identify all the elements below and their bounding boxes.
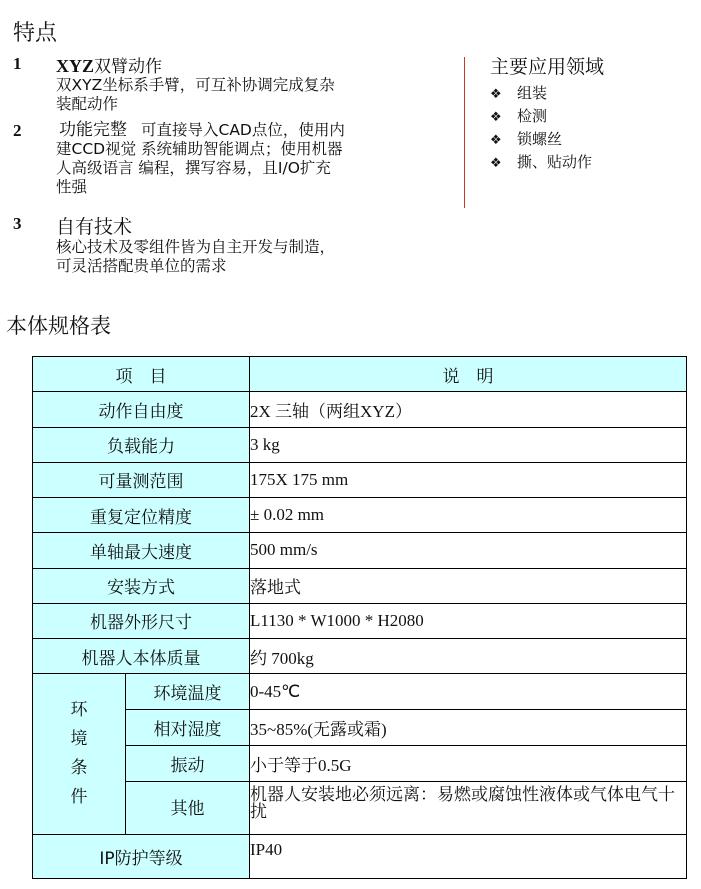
- row-value: 500 mm/s: [250, 533, 687, 568]
- table-row: [33, 674, 687, 709]
- row-value: 落地式: [250, 568, 687, 603]
- feature-title: 自有技术: [56, 216, 133, 238]
- application-label: 撕、贴动作: [517, 153, 593, 171]
- feature-description: [56, 121, 345, 197]
- table-row: [33, 462, 687, 497]
- feature-title: [56, 52, 162, 77]
- feature-description: [56, 238, 335, 276]
- row-label: 机器外形尺寸: [33, 603, 250, 638]
- row-label: 负载能力: [33, 427, 250, 462]
- spec-table: [32, 356, 687, 879]
- row-value: 约 700kg: [250, 639, 687, 674]
- application-label: 组装: [517, 84, 548, 102]
- feature-description: [56, 76, 335, 114]
- feature-title-rest: 双臂动作: [94, 57, 163, 77]
- table-row: [33, 782, 687, 834]
- row-value: 2X 三轴（两组XYZ）: [250, 392, 687, 427]
- application-label: 锁螺丝: [517, 130, 563, 148]
- diamond-bullet-icon: ❖: [490, 110, 502, 125]
- feature-desc-line: 可灵活搭配贵单位的需求: [56, 257, 227, 275]
- list-item: [490, 82, 592, 105]
- row-value: 3 kg: [250, 427, 687, 462]
- spec-heading: 本体规格表: [6, 314, 111, 338]
- table-row: [33, 639, 687, 674]
- header-description: 说 明: [250, 357, 687, 392]
- application-label: 检测: [517, 107, 548, 125]
- diamond-bullet-icon: ❖: [490, 87, 502, 102]
- table-row: [33, 745, 687, 781]
- row-label: 可量测范围: [33, 462, 250, 497]
- table-row: [33, 834, 687, 878]
- table-row: [33, 498, 687, 533]
- row-label: 安装方式: [33, 568, 250, 603]
- feature-number: 3: [13, 214, 22, 233]
- row-value: 0-45℃: [250, 674, 687, 709]
- row-label: 单轴最大速度: [33, 533, 250, 568]
- list-item: [490, 128, 592, 151]
- column-divider: [464, 57, 465, 208]
- group-char: 条: [70, 757, 88, 778]
- feature-desc-line: 装配动作: [56, 95, 119, 113]
- list-item: [490, 105, 592, 128]
- table-row: [33, 709, 687, 745]
- table-row: [33, 568, 687, 603]
- diamond-bullet-icon: ❖: [490, 156, 502, 171]
- row-label: 机器人本体质量: [33, 639, 250, 674]
- feature-desc-line: 可直接导入CAD点位，使用内: [141, 121, 345, 139]
- row-label: 其他: [126, 782, 250, 834]
- table-row: [33, 427, 687, 462]
- table-row: [33, 603, 687, 638]
- row-value: 小于等于0.5G: [250, 745, 687, 781]
- feature-desc-line: 建CCD视觉 系统辅助智能调点；使用机器: [56, 140, 343, 158]
- feature-desc-line: 核心技术及零组件皆为自主开发与制造，: [56, 238, 336, 256]
- row-label: 重复定位精度: [33, 498, 250, 533]
- row-label: 动作自由度: [33, 392, 250, 427]
- list-item: [490, 151, 592, 174]
- table-header-row: [33, 357, 687, 392]
- feature-title-latin: XYZ: [56, 56, 95, 76]
- group-char: 环: [70, 699, 88, 720]
- row-label: 相对湿度: [126, 709, 250, 745]
- row-value: ± 0.02 mm: [250, 498, 687, 533]
- feature-desc-line: 人高级语言 编程，撰写容易，且I/O扩充: [56, 159, 331, 177]
- header-item: 项 目: [33, 357, 250, 392]
- diamond-bullet-icon: ❖: [490, 133, 502, 148]
- row-label: IP防护等级: [33, 834, 250, 878]
- row-value: L1130 * W1000 * H2080: [250, 603, 687, 638]
- table-row: [33, 533, 687, 568]
- row-label: 环境温度: [126, 674, 250, 709]
- group-char: 件: [70, 786, 88, 807]
- feature-desc-line: 性强: [56, 178, 88, 196]
- feature-title: 功能完整: [59, 120, 127, 140]
- row-value: 机器人安装地必须远离：易燃或腐蚀性液体或气体电气十扰: [250, 782, 687, 834]
- row-value: 35~85%(无露或霜): [250, 709, 687, 745]
- row-value: 175X 175 mm: [250, 462, 687, 497]
- group-char: 境: [70, 728, 88, 749]
- applications-list: [490, 82, 592, 174]
- row-label: 振动: [126, 745, 250, 781]
- feature-number: 2: [13, 121, 22, 140]
- features-heading: 特点: [13, 21, 58, 46]
- applications-title: 主要应用领域: [490, 56, 605, 78]
- table-row: [33, 392, 687, 427]
- row-value: IP40: [250, 834, 687, 878]
- feature-number: 1: [13, 54, 22, 73]
- environment-group-label: [33, 674, 126, 834]
- feature-desc-line: 双XYZ坐标系手臂，可互补协调完成复杂: [56, 76, 335, 94]
